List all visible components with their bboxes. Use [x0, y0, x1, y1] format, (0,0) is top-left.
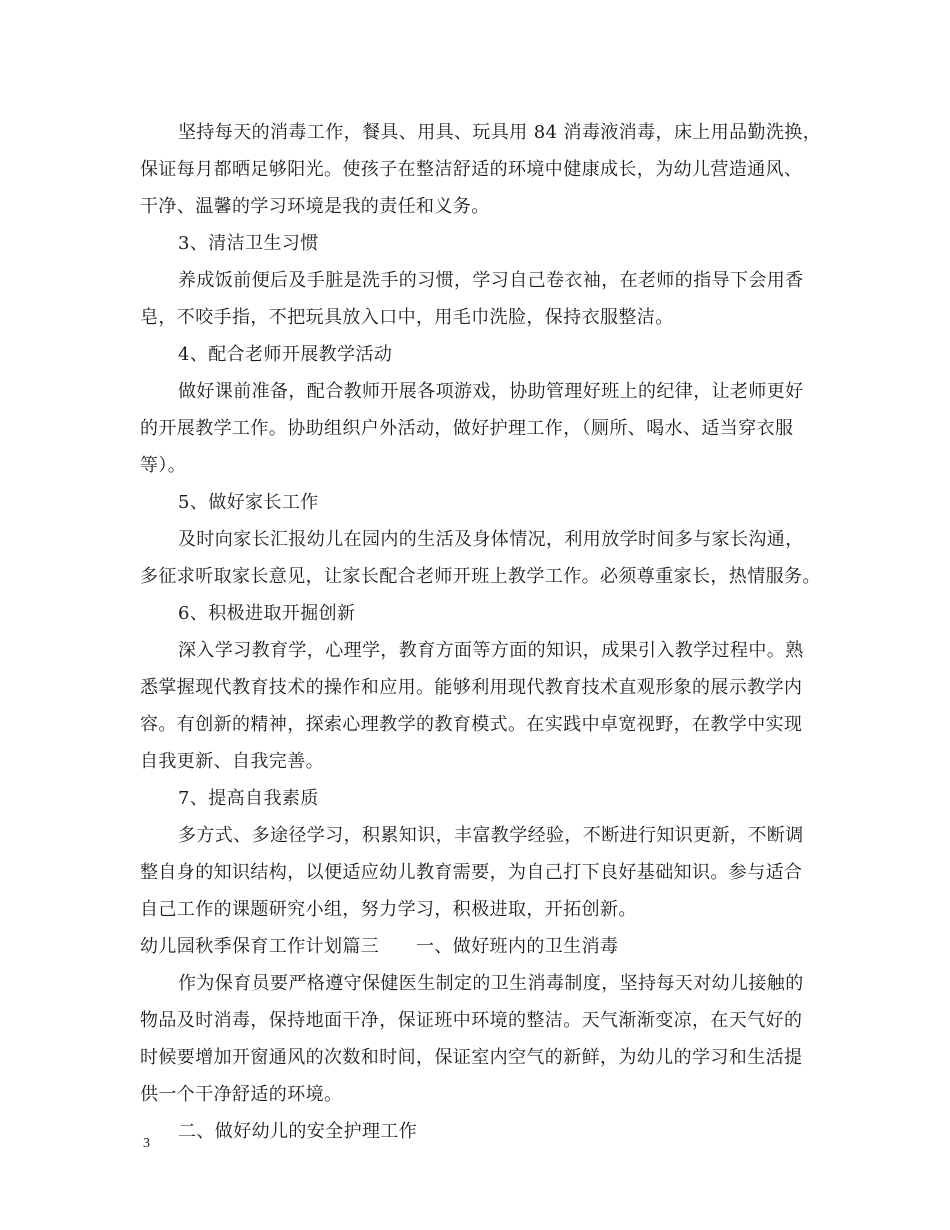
paragraph-line: 及时向家长汇报幼儿在园内的生活及身体情况，利用放学时间多与家长沟通，	[178, 529, 804, 550]
page-number: 3	[143, 1136, 150, 1151]
section-heading: 二、做好幼儿的安全护理工作	[178, 1121, 418, 1142]
paragraph-line: 作为保育员要严格遵守保健医生制定的卫生消毒制度，坚持每天对幼儿接触的	[178, 973, 804, 994]
paragraph-line: 悉掌握现代教育技术的操作和应用。能够利用现代教育技术直观形象的展示教学内	[140, 677, 803, 698]
document-body	[140, 114, 830, 1150]
paragraph-line: 自己工作的课题研究小组，努力学习，积极进取，开拓创新。	[140, 899, 637, 920]
article-title-line: 幼儿园秋季保育工作计划篇三 一、做好班内的卫生消毒	[140, 936, 619, 957]
paragraph-line: 深入学习教育学，心理学，教育方面等方面的知识，成果引入教学过程中。熟	[178, 640, 804, 661]
paragraph-line: 养成饭前便后及手脏是洗手的习惯，学习自己卷衣袖，在老师的指导下会用香	[178, 270, 804, 291]
paragraph-line: 坚持每天的消毒工作，餐具、用具、玩具用 84 消毒液消毒，床上用品勤洗换，	[178, 122, 822, 143]
section-heading: 5、做好家长工作	[178, 492, 319, 513]
paragraph-line: 整自身的知识结构，以便适应幼儿教育需要，为自己打下良好基础知识。参与适合	[140, 862, 803, 883]
paragraph-line: 等）。	[140, 455, 187, 476]
paragraph-line: 物品及时消毒，保持地面干净，保证班中环境的整洁。天气渐渐变凉，在天气好的	[140, 1010, 803, 1031]
paragraph-line: 皂，不咬手指，不把玩具放入口中，用毛巾洗脸，保持衣服整洁。	[140, 307, 674, 328]
paragraph-line: 做好课前准备，配合教师开展各项游戏，协助管理好班上的纪律，让老师更好	[178, 381, 804, 402]
section-heading: 6、积极进取开掘创新	[178, 603, 356, 624]
paragraph-line: 自我更新、自我完善。	[140, 751, 324, 772]
paragraph-line: 保证每月都晒足够阳光。使孩子在整洁舒适的环境中健康成长，为幼儿营造通风、	[140, 159, 803, 180]
paragraph-line: 干净、温馨的学习环境是我的责任和义务。	[140, 196, 490, 217]
paragraph-line: 多征求听取家长意见，让家长配合老师开班上教学工作。必须尊重家长，热情服务。	[140, 566, 821, 587]
paragraph-line: 的开展教学工作。协助组织户外活动，做好护理工作，（厕所、喝水、适当穿衣服	[140, 418, 794, 439]
paragraph-line: 时候要增加开窗通风的次数和时间，保证室内空气的新鲜，为幼儿的学习和生活提	[140, 1047, 803, 1068]
paragraph-line: 供一个干净舒适的环境。	[140, 1084, 343, 1105]
section-heading: 7、提高自我素质	[178, 788, 319, 809]
paragraph-line: 多方式、多途径学习，积累知识，丰富教学经验，不断进行知识更新，不断调	[178, 825, 804, 846]
section-heading: 4、配合老师开展教学活动	[178, 344, 393, 365]
paragraph-line: 容。有创新的精神，探索心理教学的教育模式。在实践中卓宽视野，在教学中实现	[140, 714, 803, 735]
section-heading: 3、清洁卫生习惯	[178, 233, 319, 254]
